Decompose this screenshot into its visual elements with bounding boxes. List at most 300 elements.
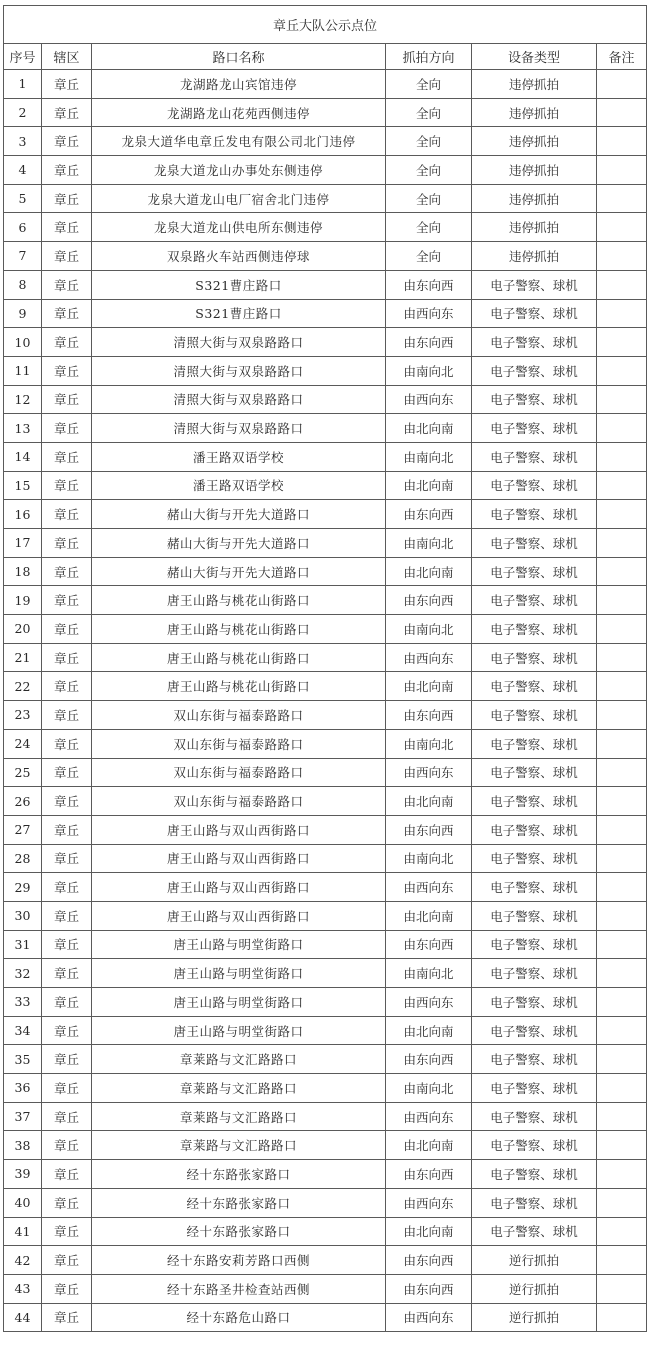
row-device-type: 电子警察、球机 [472,844,597,873]
row-number: 8 [4,270,42,299]
table-row [4,156,647,185]
row-intersection-name: 唐王山路与明堂街路口 [92,930,386,959]
row-intersection-name: 唐王山路与桃花山街路口 [92,615,386,644]
row-capture-direction: 由北向南 [386,471,472,500]
table-row [4,1102,647,1131]
row-remark [597,959,647,988]
table-row [4,1303,647,1332]
row-capture-direction: 由西向东 [386,1102,472,1131]
row-remark [597,156,647,185]
row-device-type: 电子警察、球机 [472,1131,597,1160]
row-remark [597,1131,647,1160]
row-intersection-name: S321曹庄路口 [92,299,386,328]
row-number: 7 [4,242,42,271]
row-remark [597,356,647,385]
row-remark [597,787,647,816]
row-device-type: 违停抓拍 [472,184,597,213]
row-device-type: 电子警察、球机 [472,615,597,644]
table-row [4,873,647,902]
row-district: 章丘 [42,270,92,299]
row-capture-direction: 全向 [386,70,472,99]
row-number: 16 [4,500,42,529]
row-capture-direction: 由南向北 [386,844,472,873]
row-device-type: 电子警察、球机 [472,1045,597,1074]
row-number: 43 [4,1274,42,1303]
row-capture-direction: 由东向西 [386,930,472,959]
row-device-type: 电子警察、球机 [472,787,597,816]
row-number: 27 [4,815,42,844]
row-capture-direction: 由东向西 [386,1160,472,1189]
row-district: 章丘 [42,471,92,500]
row-remark [597,70,647,99]
row-capture-direction: 由南向北 [386,356,472,385]
table-row [4,959,647,988]
row-device-type: 电子警察、球机 [472,1217,597,1246]
row-number: 17 [4,529,42,558]
row-remark [597,98,647,127]
row-remark [597,930,647,959]
header-no: 序号 [4,44,42,70]
row-capture-direction: 由南向北 [386,529,472,558]
row-capture-direction: 由西向东 [386,385,472,414]
row-capture-direction: 由西向东 [386,873,472,902]
row-capture-direction: 由北向南 [386,1217,472,1246]
header-intersection-name: 路口名称 [92,44,386,70]
row-capture-direction: 由东向西 [386,270,472,299]
row-capture-direction: 全向 [386,127,472,156]
row-number: 12 [4,385,42,414]
row-device-type: 电子警察、球机 [472,299,597,328]
row-intersection-name: 龙泉大道龙山办事处东侧违停 [92,156,386,185]
row-district: 章丘 [42,127,92,156]
table-row [4,1160,647,1189]
row-district: 章丘 [42,98,92,127]
row-number: 36 [4,1074,42,1103]
row-capture-direction: 由东向西 [386,500,472,529]
row-district: 章丘 [42,844,92,873]
table-row [4,1274,647,1303]
row-remark [597,672,647,701]
row-remark [597,385,647,414]
row-district: 章丘 [42,299,92,328]
row-device-type: 电子警察、球机 [472,1160,597,1189]
row-district: 章丘 [42,1274,92,1303]
row-intersection-name: 赭山大街与开先大道路口 [92,557,386,586]
row-district: 章丘 [42,930,92,959]
table-row [4,1217,647,1246]
row-intersection-name: 龙泉大道华电章丘发电有限公司北门违停 [92,127,386,156]
table-row [4,701,647,730]
row-district: 章丘 [42,959,92,988]
row-number: 42 [4,1246,42,1275]
header-device-type: 设备类型 [472,44,597,70]
row-intersection-name: 唐王山路与双山西街路口 [92,815,386,844]
table-row [4,615,647,644]
row-device-type: 逆行抓拍 [472,1274,597,1303]
row-district: 章丘 [42,1016,92,1045]
row-remark [597,500,647,529]
row-capture-direction: 由北向南 [386,557,472,586]
row-capture-direction: 由西向东 [386,643,472,672]
row-capture-direction: 由东向西 [386,328,472,357]
row-device-type: 逆行抓拍 [472,1303,597,1332]
table-row [4,299,647,328]
row-remark [597,586,647,615]
row-number: 38 [4,1131,42,1160]
row-capture-direction: 由西向东 [386,758,472,787]
row-number: 18 [4,557,42,586]
table-row [4,442,647,471]
table-row [4,98,647,127]
row-district: 章丘 [42,729,92,758]
row-number: 15 [4,471,42,500]
row-capture-direction: 由北向南 [386,672,472,701]
row-number: 23 [4,701,42,730]
row-capture-direction: 全向 [386,156,472,185]
row-number: 4 [4,156,42,185]
table-row [4,500,647,529]
table-row [4,127,647,156]
row-number: 41 [4,1217,42,1246]
row-remark [597,442,647,471]
row-intersection-name: 唐王山路与明堂街路口 [92,959,386,988]
row-district: 章丘 [42,414,92,443]
row-number: 25 [4,758,42,787]
row-remark [597,758,647,787]
row-intersection-name: 章莱路与文汇路路口 [92,1131,386,1160]
row-district: 章丘 [42,988,92,1017]
row-device-type: 电子警察、球机 [472,586,597,615]
table-row [4,988,647,1017]
row-district: 章丘 [42,758,92,787]
row-capture-direction: 由东向西 [386,1274,472,1303]
row-remark [597,1045,647,1074]
row-remark [597,328,647,357]
row-number: 33 [4,988,42,1017]
row-district: 章丘 [42,213,92,242]
row-number: 19 [4,586,42,615]
table-row [4,1188,647,1217]
row-district: 章丘 [42,1074,92,1103]
row-number: 20 [4,615,42,644]
row-remark [597,988,647,1017]
table-row [4,471,647,500]
row-device-type: 电子警察、球机 [472,672,597,701]
row-device-type: 电子警察、球机 [472,930,597,959]
row-device-type: 违停抓拍 [472,127,597,156]
row-number: 44 [4,1303,42,1332]
row-district: 章丘 [42,1303,92,1332]
row-remark [597,643,647,672]
row-remark [597,1217,647,1246]
row-device-type: 违停抓拍 [472,156,597,185]
row-device-type: 电子警察、球机 [472,270,597,299]
row-capture-direction: 全向 [386,213,472,242]
row-capture-direction: 由北向南 [386,1131,472,1160]
table-row [4,729,647,758]
row-district: 章丘 [42,815,92,844]
row-remark [597,242,647,271]
table-row [4,930,647,959]
table-row [4,758,647,787]
row-remark [597,1188,647,1217]
row-intersection-name: 清照大街与双泉路路口 [92,356,386,385]
row-intersection-name: 唐王山路与双山西街路口 [92,873,386,902]
row-remark [597,815,647,844]
row-number: 13 [4,414,42,443]
row-number: 34 [4,1016,42,1045]
row-capture-direction: 由东向西 [386,1246,472,1275]
row-remark [597,1246,647,1275]
row-number: 6 [4,213,42,242]
row-capture-direction: 由东向西 [386,815,472,844]
row-intersection-name: 双山东街与福泰路路口 [92,701,386,730]
table-row [4,70,647,99]
row-remark [597,557,647,586]
table-row [4,586,647,615]
row-device-type: 电子警察、球机 [472,1102,597,1131]
row-remark [597,1274,647,1303]
row-district: 章丘 [42,873,92,902]
row-capture-direction: 由北向南 [386,787,472,816]
row-device-type: 电子警察、球机 [472,557,597,586]
row-capture-direction: 由西向东 [386,988,472,1017]
header-row [4,44,647,70]
row-device-type: 逆行抓拍 [472,1246,597,1275]
row-number: 40 [4,1188,42,1217]
table-row [4,213,647,242]
row-capture-direction: 由南向北 [386,1074,472,1103]
table-row [4,529,647,558]
row-number: 32 [4,959,42,988]
row-device-type: 电子警察、球机 [472,758,597,787]
row-intersection-name: 龙湖路龙山宾馆违停 [92,70,386,99]
row-number: 5 [4,184,42,213]
row-remark [597,1016,647,1045]
row-intersection-name: 龙泉大道龙山供电所东侧违停 [92,213,386,242]
row-device-type: 违停抓拍 [472,242,597,271]
row-capture-direction: 由西向东 [386,299,472,328]
row-intersection-name: 龙湖路龙山花苑西侧违停 [92,98,386,127]
row-district: 章丘 [42,328,92,357]
row-remark [597,127,647,156]
header-district: 辖区 [42,44,92,70]
row-intersection-name: 潘王路双语学校 [92,471,386,500]
row-device-type: 电子警察、球机 [472,414,597,443]
row-device-type: 电子警察、球机 [472,500,597,529]
row-intersection-name: 赭山大街与开先大道路口 [92,529,386,558]
row-device-type: 电子警察、球机 [472,729,597,758]
table-row [4,901,647,930]
row-remark [597,1303,647,1332]
row-intersection-name: 双山东街与福泰路路口 [92,729,386,758]
row-district: 章丘 [42,1102,92,1131]
row-district: 章丘 [42,242,92,271]
row-intersection-name: 龙泉大道龙山电厂宿舍北门违停 [92,184,386,213]
row-remark [597,414,647,443]
row-district: 章丘 [42,557,92,586]
row-capture-direction: 由东向西 [386,1045,472,1074]
row-district: 章丘 [42,672,92,701]
row-capture-direction: 由西向东 [386,1188,472,1217]
row-intersection-name: 唐王山路与桃花山街路口 [92,672,386,701]
table-title: 章丘大队公示点位 [4,6,647,44]
row-device-type: 电子警察、球机 [472,959,597,988]
row-number: 39 [4,1160,42,1189]
row-capture-direction: 由北向南 [386,1016,472,1045]
table-row [4,414,647,443]
row-capture-direction: 由西向东 [386,1303,472,1332]
row-intersection-name: 经十东路安莉芳路口西侧 [92,1246,386,1275]
row-remark [597,615,647,644]
row-district: 章丘 [42,442,92,471]
row-district: 章丘 [42,643,92,672]
row-capture-direction: 全向 [386,98,472,127]
table-row [4,270,647,299]
row-capture-direction: 由东向西 [386,701,472,730]
row-district: 章丘 [42,1045,92,1074]
table-row [4,844,647,873]
row-number: 3 [4,127,42,156]
header-remark: 备注 [597,44,647,70]
row-capture-direction: 由北向南 [386,901,472,930]
row-capture-direction: 由南向北 [386,442,472,471]
row-capture-direction: 全向 [386,242,472,271]
row-district: 章丘 [42,615,92,644]
row-district: 章丘 [42,1131,92,1160]
table-row [4,1045,647,1074]
row-remark [597,1160,647,1189]
row-device-type: 电子警察、球机 [472,471,597,500]
row-district: 章丘 [42,701,92,730]
row-device-type: 电子警察、球机 [472,815,597,844]
row-district: 章丘 [42,356,92,385]
row-number: 31 [4,930,42,959]
row-capture-direction: 由南向北 [386,959,472,988]
row-number: 28 [4,844,42,873]
row-number: 26 [4,787,42,816]
row-number: 11 [4,356,42,385]
table-row [4,1246,647,1275]
row-district: 章丘 [42,529,92,558]
row-remark [597,844,647,873]
row-remark [597,873,647,902]
row-intersection-name: 经十东路张家路口 [92,1188,386,1217]
row-intersection-name: 章莱路与文汇路路口 [92,1045,386,1074]
row-device-type: 违停抓拍 [472,213,597,242]
row-district: 章丘 [42,1217,92,1246]
row-intersection-name: 唐王山路与双山西街路口 [92,901,386,930]
row-number: 2 [4,98,42,127]
row-remark [597,1074,647,1103]
row-device-type: 电子警察、球机 [472,328,597,357]
row-intersection-name: 双山东街与福泰路路口 [92,787,386,816]
table-row [4,1016,647,1045]
row-device-type: 电子警察、球机 [472,529,597,558]
row-device-type: 电子警察、球机 [472,873,597,902]
row-intersection-name: 潘王路双语学校 [92,442,386,471]
row-device-type: 电子警察、球机 [472,1016,597,1045]
row-number: 29 [4,873,42,902]
table-row [4,328,647,357]
table-row [4,557,647,586]
row-intersection-name: 经十东路张家路口 [92,1160,386,1189]
table-row [4,672,647,701]
row-intersection-name: 双泉路火车站西侧违停球 [92,242,386,271]
row-number: 37 [4,1102,42,1131]
row-remark [597,529,647,558]
row-district: 章丘 [42,385,92,414]
row-number: 35 [4,1045,42,1074]
row-remark [597,701,647,730]
row-device-type: 违停抓拍 [472,98,597,127]
row-capture-direction: 由北向南 [386,414,472,443]
table-row [4,1074,647,1103]
row-device-type: 电子警察、球机 [472,701,597,730]
table-row [4,356,647,385]
row-device-type: 电子警察、球机 [472,1188,597,1217]
row-district: 章丘 [42,586,92,615]
row-district: 章丘 [42,1160,92,1189]
row-remark [597,213,647,242]
row-intersection-name: 双山东街与福泰路路口 [92,758,386,787]
row-number: 9 [4,299,42,328]
row-device-type: 电子警察、球机 [472,385,597,414]
row-remark [597,184,647,213]
row-device-type: 电子警察、球机 [472,901,597,930]
row-district: 章丘 [42,1188,92,1217]
row-capture-direction: 全向 [386,184,472,213]
row-intersection-name: 赭山大街与开先大道路口 [92,500,386,529]
row-intersection-name: 唐王山路与明堂街路口 [92,988,386,1017]
table-row [4,242,647,271]
table-row [4,643,647,672]
row-district: 章丘 [42,901,92,930]
row-intersection-name: 章莱路与文汇路路口 [92,1102,386,1131]
row-district: 章丘 [42,1246,92,1275]
row-district: 章丘 [42,184,92,213]
row-device-type: 电子警察、球机 [472,643,597,672]
point-table [3,5,647,1332]
row-remark [597,471,647,500]
table-row [4,1131,647,1160]
header-capture-direction: 抓拍方向 [386,44,472,70]
row-capture-direction: 由南向北 [386,729,472,758]
row-intersection-name: 经十东路危山路口 [92,1303,386,1332]
row-number: 24 [4,729,42,758]
row-number: 30 [4,901,42,930]
row-intersection-name: 唐王山路与双山西街路口 [92,844,386,873]
row-remark [597,299,647,328]
row-intersection-name: 章莱路与文汇路路口 [92,1074,386,1103]
row-intersection-name: 清照大街与双泉路路口 [92,385,386,414]
row-device-type: 电子警察、球机 [472,356,597,385]
row-number: 14 [4,442,42,471]
row-district: 章丘 [42,156,92,185]
table-row [4,815,647,844]
row-district: 章丘 [42,500,92,529]
row-intersection-name: 经十东路圣井检查站西侧 [92,1274,386,1303]
row-device-type: 电子警察、球机 [472,1074,597,1103]
table-row [4,385,647,414]
row-intersection-name: 经十东路张家路口 [92,1217,386,1246]
table-row [4,787,647,816]
table-row [4,184,647,213]
row-remark [597,1102,647,1131]
row-district: 章丘 [42,787,92,816]
row-intersection-name: 唐王山路与明堂街路口 [92,1016,386,1045]
row-number: 1 [4,70,42,99]
